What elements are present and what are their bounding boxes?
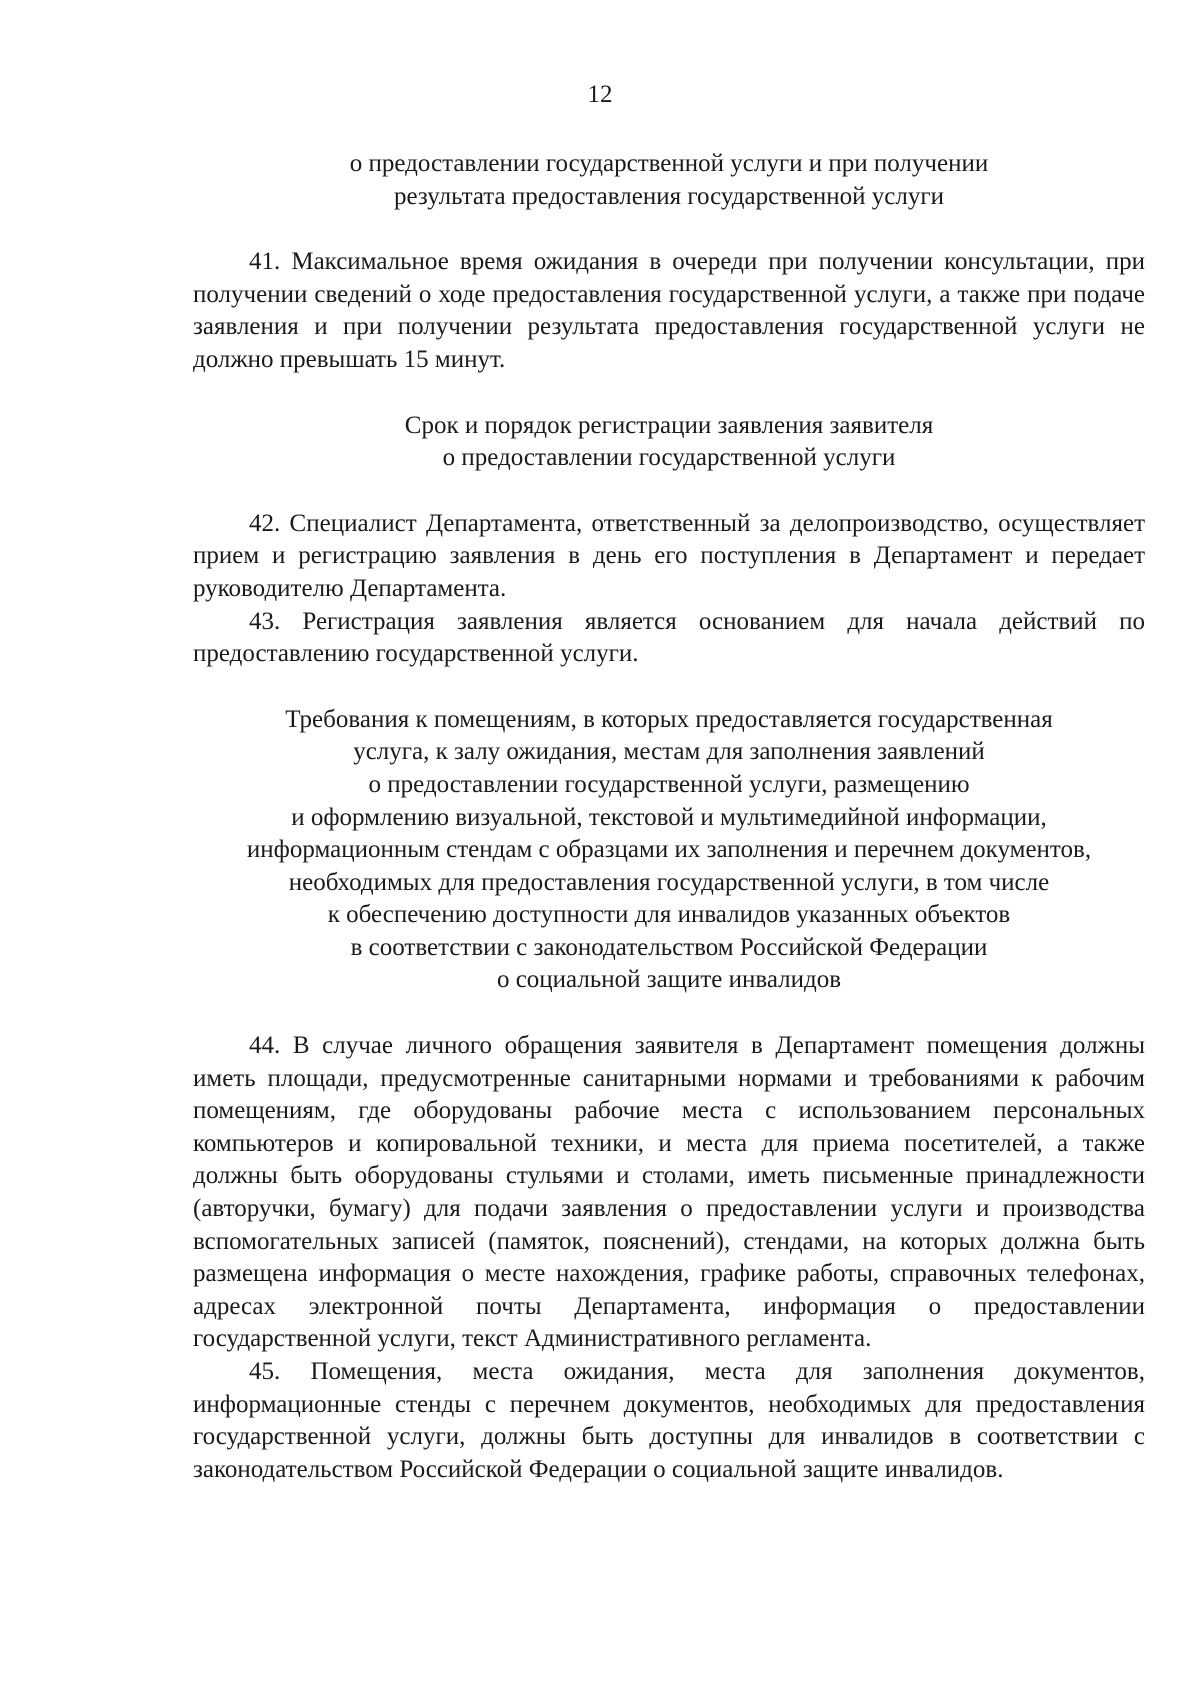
heading-line: и оформлению визуальной, текстовой и мультимедийной информации, bbox=[291, 803, 1047, 831]
heading-line: о предоставлении государственной услуги, размещению bbox=[368, 770, 970, 798]
heading-line: Срок и порядок регистрации заявления заявителя bbox=[404, 411, 934, 439]
section-heading-registration bbox=[193, 410, 1145, 475]
section-heading-premises-requirements bbox=[193, 704, 1145, 997]
paragraph-44: 44. В случае личного обращения заявителя в Департамент помещения должны иметь площади, предусмотренные санитарными нормами и требованиями к рабочим помещениям, где оборудованы рабочие места с использованием персональных компьютеров и копировальной техники, и места для приема посетителей, а также должны быть оборудованы стульями и столами, иметь письменные принадлежности (авторучки, бумагу) для подачи заявления о предоставлении услуги и производства вспомогательных записей (памяток, пояснений), стендами, на которых должна быть размещена информация о месте нахождения, графике работы, справочных телефонах, адресах электронной почты Департамента, информация о предоставлении государственной услуги, текст Административного регламента. bbox=[193, 1032, 1145, 1353]
section-heading-service-result bbox=[193, 148, 1145, 213]
heading-line: в соответствии с законодательством Российской Федерации bbox=[350, 933, 988, 961]
heading-line: о предоставлении государственной услуги bbox=[442, 444, 896, 472]
heading-line: Требования к помещениям, в которых предоставляется государственная bbox=[285, 705, 1053, 733]
heading-line: необходимых для предоставления государственной услуги, в том числе bbox=[288, 868, 1050, 896]
heading-line: результата предоставления государственной услуги bbox=[394, 182, 944, 210]
heading-line: о социальной защите инвалидов bbox=[496, 966, 842, 994]
document-body bbox=[193, 148, 1145, 1486]
heading-line: к обеспечению доступности для инвалидов указанных объектов bbox=[327, 901, 1011, 929]
paragraph-43: 43. Регистрация заявления является основанием для начала действий по предоставлению государственной услуги. bbox=[193, 607, 1145, 668]
heading-line: о предоставлении государственной услуги и при получении bbox=[349, 150, 989, 177]
heading-line: услуга, к залу ожидания, местам для заполнения заявлений bbox=[353, 738, 985, 766]
paragraph-45: 45. Помещения, места ожидания, места для заполнения документов, информационные стенды с перечнем документов, необходимых для предоставления государственной услуги, должны быть доступны для инвалидов в соответствии с законодательством Российской Федерации о социальной защите инвалидов. bbox=[193, 1358, 1145, 1483]
heading-line: информационным стендам с образцами их заполнения и перечнем документов, bbox=[246, 836, 1092, 864]
paragraph-42: 42. Специалист Департамента, ответственный за делопроизводство, осуществляет прием и регистрацию заявления в день его поступления в Департамент и передает руководителю Департамента. bbox=[193, 509, 1145, 602]
paragraph-41: 41. Максимальное время ожидания в очереди при получении консультации, при получении сведений о ходе предоставления государственной услуги, а также при подаче заявления и при получении результата предоставления государственной услуги не должно превышать 15 минут. bbox=[193, 248, 1145, 373]
page-number: 12 bbox=[587, 81, 613, 108]
